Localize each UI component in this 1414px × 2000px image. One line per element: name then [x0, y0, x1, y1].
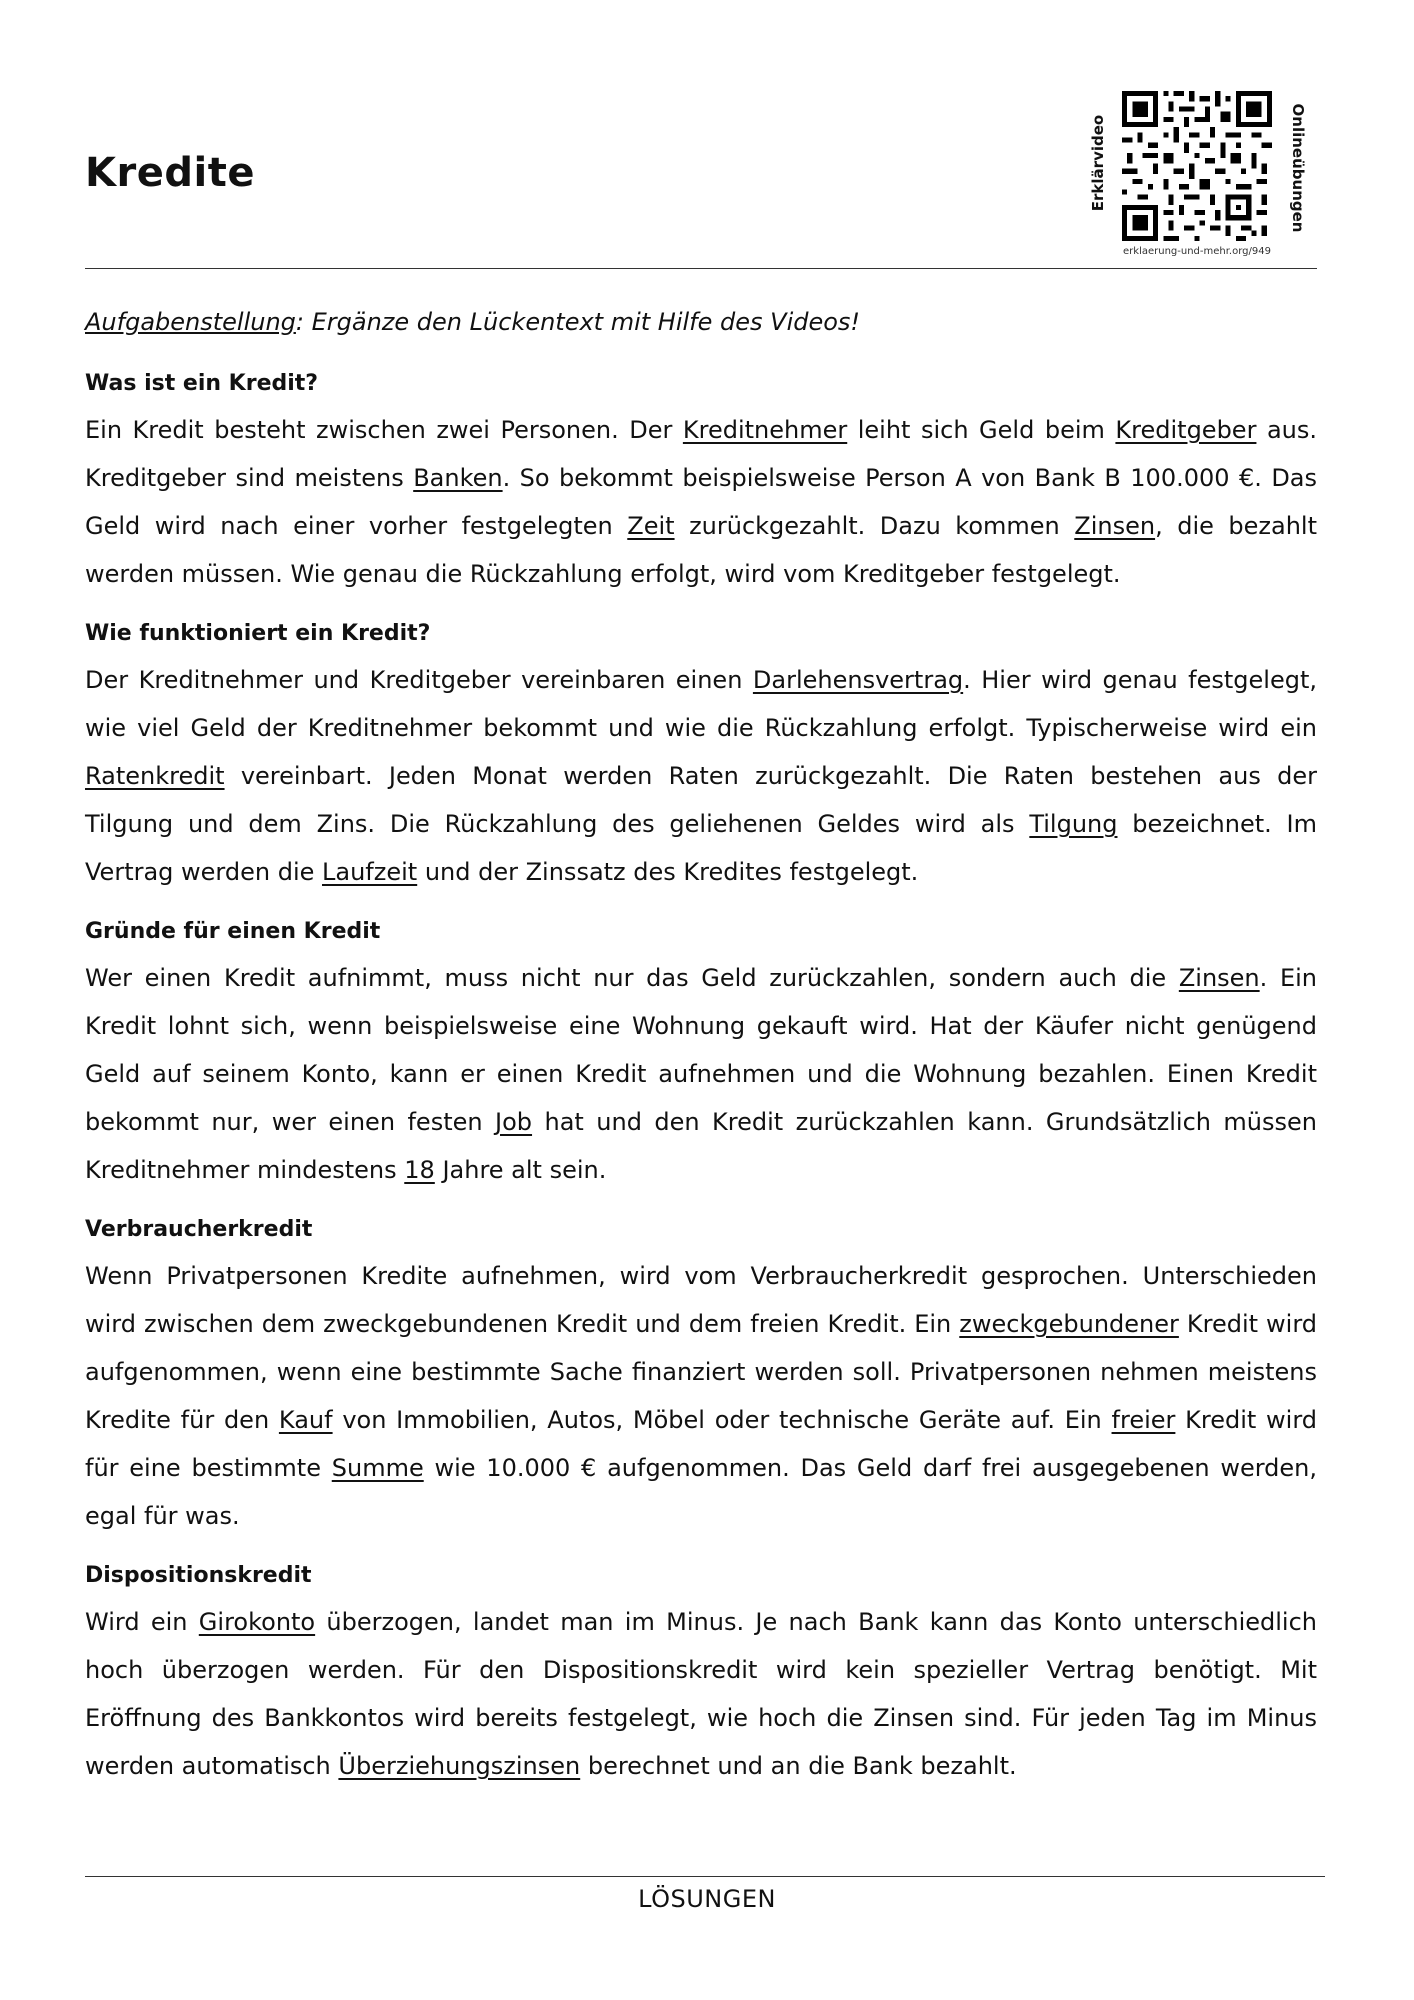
text-segment: und der Zinssatz des Kredites festgelegt. [417, 858, 919, 886]
answer-word: freier [1111, 1406, 1176, 1434]
answer-word: Darlehensvertrag [752, 666, 964, 694]
answer-word: Job [495, 1108, 533, 1136]
qr-code-icon[interactable] [1122, 91, 1272, 241]
text-segment: , die bezahlt werden müssen. Wie genau die Rückzahlung erfolgt, wird vom Kreditgeber festgelegt. [85, 512, 1317, 588]
answer-word: Zeit [627, 512, 675, 540]
text-segment: Der Kreditnehmer und Kreditgeber vereinbaren einen [85, 666, 753, 694]
section [85, 366, 1317, 598]
qr-block [1078, 88, 1318, 268]
text-segment: Jahre alt sein. [434, 1156, 607, 1184]
page-title: Kredite [85, 150, 255, 196]
section-heading: Wie funktioniert ein Kredit? [85, 621, 431, 646]
answer-word: Zinsen [1178, 964, 1260, 992]
text-segment: überzogen, landet man im Minus. Je nach Bank kann das Konto unterschiedlich hoch überzogen werden. Für den Dispositionskredit wird kein spezieller Vertrag benötigt. Mit Eröffnung des Bankkontos wird bereits festgelegt, wie hoch die Zinsen sind. Für jeden Tag im Minus werden automatisch [85, 1608, 1317, 1780]
qr-exercises-label: Onlineübungen [1289, 103, 1307, 233]
text-segment: . So bekommt beispielsweise Person A von Bank B 100.000 €. Das Geld wird nach einer vorher festgelegten [85, 464, 1318, 540]
section [85, 1558, 1317, 1790]
answer-word: 18 [404, 1156, 435, 1184]
text-segment: aus. Kreditgeber sind meistens [85, 416, 1317, 492]
text-segment: hat und den Kredit zurückzahlen kann. Grundsätzlich müssen Kreditnehmer mindestens [85, 1108, 1317, 1184]
text-segment: Wird ein [85, 1608, 199, 1636]
answer-word: Ratenkredit [85, 762, 225, 790]
answer-word: Überziehungszinsen [338, 1752, 581, 1780]
text-segment: Wer einen Kredit aufnimmt, muss nicht nur das Geld zurückzahlen, sondern auch die [85, 964, 1179, 992]
text-segment: berechnet und an die Bank bezahlt. [580, 1752, 1017, 1780]
answer-word: Kreditnehmer [682, 416, 848, 444]
qr-video-label: Erklärvideo [1089, 114, 1107, 212]
text-segment: . Hier wird genau festgelegt, wie viel Geld der Kreditnehmer bekommt und wie die Rückzahlung erfolgt. Typischerweise wird ein [85, 666, 1317, 742]
qr-url: erklaerung-und-mehr.org/949 [1123, 246, 1271, 257]
header-divider [85, 268, 1317, 269]
text-segment: leiht sich Geld beim [847, 416, 1116, 444]
footer-label: LÖSUNGEN [638, 1885, 776, 1913]
sections-container [85, 366, 1317, 1790]
answer-word: Girokonto [198, 1608, 316, 1636]
section [85, 616, 1317, 896]
task-text: : Ergänze den Lückentext mit Hilfe des Videos! [295, 308, 861, 336]
section-heading: Was ist ein Kredit? [85, 371, 319, 396]
text-segment: Ein Kredit besteht zwischen zwei Personen. Der [85, 416, 683, 444]
text-segment: Wenn Privatpersonen Kredite aufnehmen, wird vom Verbraucherkredit gesprochen. Unterschieden wird zwischen dem zweckgebundenen Kredit und dem freien Kredit. Ein [85, 1262, 1317, 1338]
answer-word: Banken [413, 464, 503, 492]
task-label: Aufgabenstellung [85, 308, 296, 336]
text-segment: bezeichnet. Im Vertrag werden die [85, 810, 1318, 886]
worksheet-content [85, 304, 1317, 1808]
answer-word: Kauf [278, 1406, 333, 1434]
text-segment: Kredit wird aufgenommen, wenn eine bestimmte Sache finanziert werden soll. Privatpersonen nehmen meistens Kredite für den [85, 1310, 1318, 1434]
section-text [85, 1598, 1317, 1790]
section-heading: Verbraucherkredit [85, 1217, 313, 1242]
section-text [85, 656, 1317, 896]
text-segment: . Ein Kredit lohnt sich, wenn beispielsweise eine Wohnung gekauft wird. Hat der Käufer nicht genügend Geld auf seinem Konto, kann er einen Kredit aufnehmen und die Wohnung bezahlen. Einen Kredit bekommt nur, wer einen festen [85, 964, 1317, 1136]
answer-word: zweckgebundener [959, 1310, 1179, 1338]
answer-word: Summe [331, 1454, 424, 1482]
section-text [85, 1252, 1317, 1540]
section [85, 914, 1317, 1194]
answer-word: Kreditgeber [1115, 416, 1257, 444]
answer-word: Laufzeit [322, 858, 418, 886]
text-segment: vereinbart. Jeden Monat werden Raten zurückgezahlt. Die Raten bestehen aus der Tilgung und dem Zins. Die Rückzahlung des geliehenen Geldes wird als [85, 762, 1317, 838]
text-segment: von Immobilien, Autos, Möbel oder technische Geräte auf. Ein [332, 1406, 1112, 1434]
text-segment: wie 10.000 € aufgenommen. Das Geld darf frei ausgegebenen werden, egal für was. [85, 1454, 1318, 1530]
section-text [85, 406, 1317, 598]
answer-word: Zinsen [1074, 512, 1156, 540]
text-segment: zurückgezahlt. Dazu kommen [674, 512, 1075, 540]
task-instruction [85, 304, 1317, 340]
section-heading: Gründe für einen Kredit [85, 919, 381, 944]
section-text [85, 954, 1317, 1194]
section [85, 1212, 1317, 1540]
footer-divider [85, 1876, 1325, 1877]
answer-word: Tilgung [1029, 810, 1118, 838]
section-heading: Dispositionskredit [85, 1563, 312, 1588]
text-segment: Kredit wird für eine bestimmte [85, 1406, 1318, 1482]
